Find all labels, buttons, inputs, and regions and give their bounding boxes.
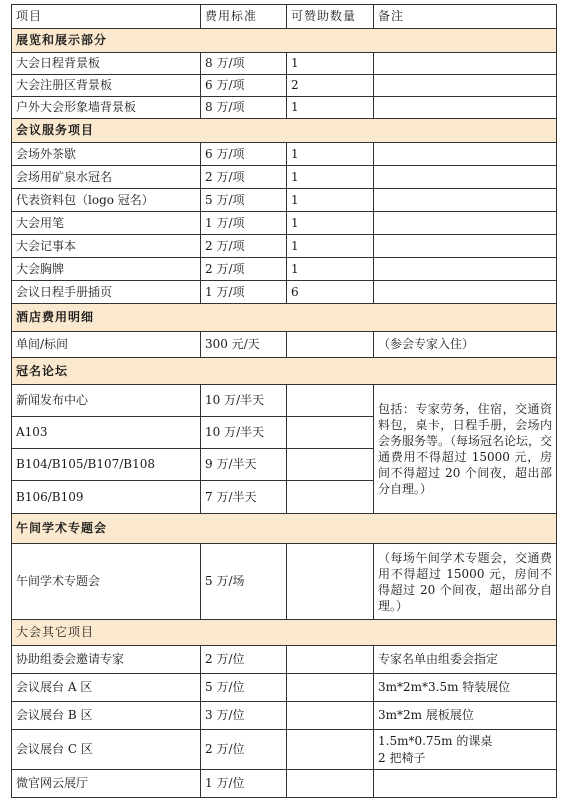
cell-note bbox=[374, 770, 557, 798]
cell-note: 3m*2m 展板展位 bbox=[374, 702, 557, 730]
cell-item: 大会注册区背景板 bbox=[12, 75, 201, 97]
cell-item: 会议展台 A 区 bbox=[12, 674, 201, 702]
table-row bbox=[12, 544, 557, 620]
cell-qty bbox=[287, 674, 374, 702]
cell-fee: 2 万/项 bbox=[201, 166, 287, 189]
cell-fee: 5 万/项 bbox=[201, 189, 287, 212]
section-title-noon: 午间学术专题会 bbox=[12, 514, 557, 544]
cell-qty bbox=[287, 481, 374, 514]
cell-fee: 7 万/半天 bbox=[201, 481, 287, 514]
table-row bbox=[12, 674, 557, 702]
cell-qty: 1 bbox=[287, 53, 374, 75]
cell-item: 会场外茶歇 bbox=[12, 143, 201, 166]
cell-item: 午间学术专题会 bbox=[12, 544, 201, 620]
cell-fee: 5 万/位 bbox=[201, 674, 287, 702]
cell-note bbox=[374, 166, 557, 189]
cell-item: B104/B105/B107/B108 bbox=[12, 449, 201, 481]
cell-item: 大会日程背景板 bbox=[12, 53, 201, 75]
cell-fee: 6 万/项 bbox=[201, 75, 287, 97]
section-title-forum: 冠名论坛 bbox=[12, 358, 557, 385]
table-row bbox=[12, 75, 557, 97]
cell-qty bbox=[287, 646, 374, 674]
cell-qty: 2 bbox=[287, 75, 374, 97]
section-title-hotel: 酒店费用明细 bbox=[12, 304, 557, 332]
cell-note bbox=[374, 75, 557, 97]
cell-qty bbox=[287, 544, 374, 620]
cell-note bbox=[374, 281, 557, 304]
section-row bbox=[12, 304, 557, 332]
cell-fee: 6 万/项 bbox=[201, 143, 287, 166]
cell-qty bbox=[287, 449, 374, 481]
cell-qty bbox=[287, 332, 374, 358]
cell-fee: 1 万/位 bbox=[201, 770, 287, 798]
cell-note bbox=[374, 258, 557, 281]
forum-note: 包括：专家劳务，住宿，交通资料包，桌卡，日程手册，会场内会务服务等。（每场冠名论坛，交通费用不得超过 15000 元，房间不得超过 20 个间夜，超出部分自理。） bbox=[374, 385, 557, 514]
noon-note: （每场午间学术专题会，交通费用不得超过 15000 元，房间不得超过 20 个间夜，超出部分自理。） bbox=[374, 544, 557, 620]
cell-note bbox=[374, 212, 557, 235]
cell-item: 会场用矿泉水冠名 bbox=[12, 166, 201, 189]
cell-qty: 1 bbox=[287, 212, 374, 235]
header-fee: 费用标准 bbox=[201, 5, 287, 29]
cell-item: 新闻发布中心 bbox=[12, 385, 201, 417]
cell-note bbox=[374, 235, 557, 258]
note-line-2: 2 把椅子 bbox=[378, 750, 426, 765]
table-row bbox=[12, 770, 557, 798]
table-row bbox=[12, 646, 557, 674]
header-qty: 可赞助数量 bbox=[287, 5, 374, 29]
cell-fee: 3 万/位 bbox=[201, 702, 287, 730]
table-row bbox=[12, 143, 557, 166]
cell-fee: 300 元/天 bbox=[201, 332, 287, 358]
section-title-service: 会议服务项目 bbox=[12, 119, 557, 143]
table-row bbox=[12, 258, 557, 281]
section-title-other: 大会其它项目 bbox=[12, 620, 557, 646]
table-row bbox=[12, 212, 557, 235]
cell-fee: 1 万/项 bbox=[201, 281, 287, 304]
cell-fee: 9 万/半天 bbox=[201, 449, 287, 481]
cell-item: 微官网云展厅 bbox=[12, 770, 201, 798]
section-row bbox=[12, 620, 557, 646]
cell-fee: 8 万/项 bbox=[201, 53, 287, 75]
section-row bbox=[12, 514, 557, 544]
cell-qty: 6 bbox=[287, 281, 374, 304]
cell-fee: 10 万/半天 bbox=[201, 385, 287, 417]
cell-item: B106/B109 bbox=[12, 481, 201, 514]
section-row bbox=[12, 29, 557, 53]
cell-item: 大会用笔 bbox=[12, 212, 201, 235]
table-row bbox=[12, 97, 557, 119]
cell-note bbox=[374, 53, 557, 75]
cell-item: 会议展台 C 区 bbox=[12, 730, 201, 770]
section-title-display: 展览和展示部分 bbox=[12, 29, 557, 53]
cell-qty bbox=[287, 730, 374, 770]
cell-fee: 10 万/半天 bbox=[201, 417, 287, 449]
cell-fee: 2 万/位 bbox=[201, 646, 287, 674]
cell-item: 会议展台 B 区 bbox=[12, 702, 201, 730]
table-row bbox=[12, 281, 557, 304]
table-row bbox=[12, 189, 557, 212]
header-row bbox=[12, 5, 557, 29]
table-row bbox=[12, 702, 557, 730]
cell-item: 代表资料包（logo 冠名） bbox=[12, 189, 201, 212]
cell-note: 3m*2m*3.5m 特装展位 bbox=[374, 674, 557, 702]
cell-note bbox=[374, 189, 557, 212]
table-row bbox=[12, 53, 557, 75]
table-row bbox=[12, 166, 557, 189]
sponsorship-table bbox=[11, 4, 557, 798]
header-item: 项目 bbox=[12, 5, 201, 29]
cell-item: 户外大会形象墙背景板 bbox=[12, 97, 201, 119]
section-row bbox=[12, 119, 557, 143]
cell-qty: 1 bbox=[287, 166, 374, 189]
header-note: 备注 bbox=[374, 5, 557, 29]
table-row bbox=[12, 235, 557, 258]
cell-qty bbox=[287, 385, 374, 417]
note-line-1: 1.5m*0.75m 的课桌 bbox=[378, 733, 493, 748]
cell-qty bbox=[287, 417, 374, 449]
cell-item: 大会胸牌 bbox=[12, 258, 201, 281]
cell-item: 会议日程手册插页 bbox=[12, 281, 201, 304]
table-row bbox=[12, 385, 557, 417]
cell-qty: 1 bbox=[287, 97, 374, 119]
cell-fee: 2 万/项 bbox=[201, 235, 287, 258]
cell-qty bbox=[287, 702, 374, 730]
cell-fee: 5 万/场 bbox=[201, 544, 287, 620]
cell-fee: 2 万/项 bbox=[201, 258, 287, 281]
cell-fee: 1 万/项 bbox=[201, 212, 287, 235]
cell-note bbox=[374, 143, 557, 166]
cell-item: 协助组委会邀请专家 bbox=[12, 646, 201, 674]
cell-note bbox=[374, 97, 557, 119]
cell-item: A103 bbox=[12, 417, 201, 449]
table-row bbox=[12, 332, 557, 358]
cell-fee: 2 万/位 bbox=[201, 730, 287, 770]
cell-qty: 1 bbox=[287, 189, 374, 212]
cell-note bbox=[374, 730, 557, 770]
section-row bbox=[12, 358, 557, 385]
cell-item: 单间/标间 bbox=[12, 332, 201, 358]
cell-fee: 8 万/项 bbox=[201, 97, 287, 119]
cell-qty bbox=[287, 770, 374, 798]
cell-note: 专家名单由组委会指定 bbox=[374, 646, 557, 674]
cell-note: （参会专家入住） bbox=[374, 332, 557, 358]
cell-qty: 1 bbox=[287, 143, 374, 166]
cell-qty: 1 bbox=[287, 235, 374, 258]
table-row bbox=[12, 730, 557, 770]
cell-qty: 1 bbox=[287, 258, 374, 281]
cell-item: 大会记事本 bbox=[12, 235, 201, 258]
